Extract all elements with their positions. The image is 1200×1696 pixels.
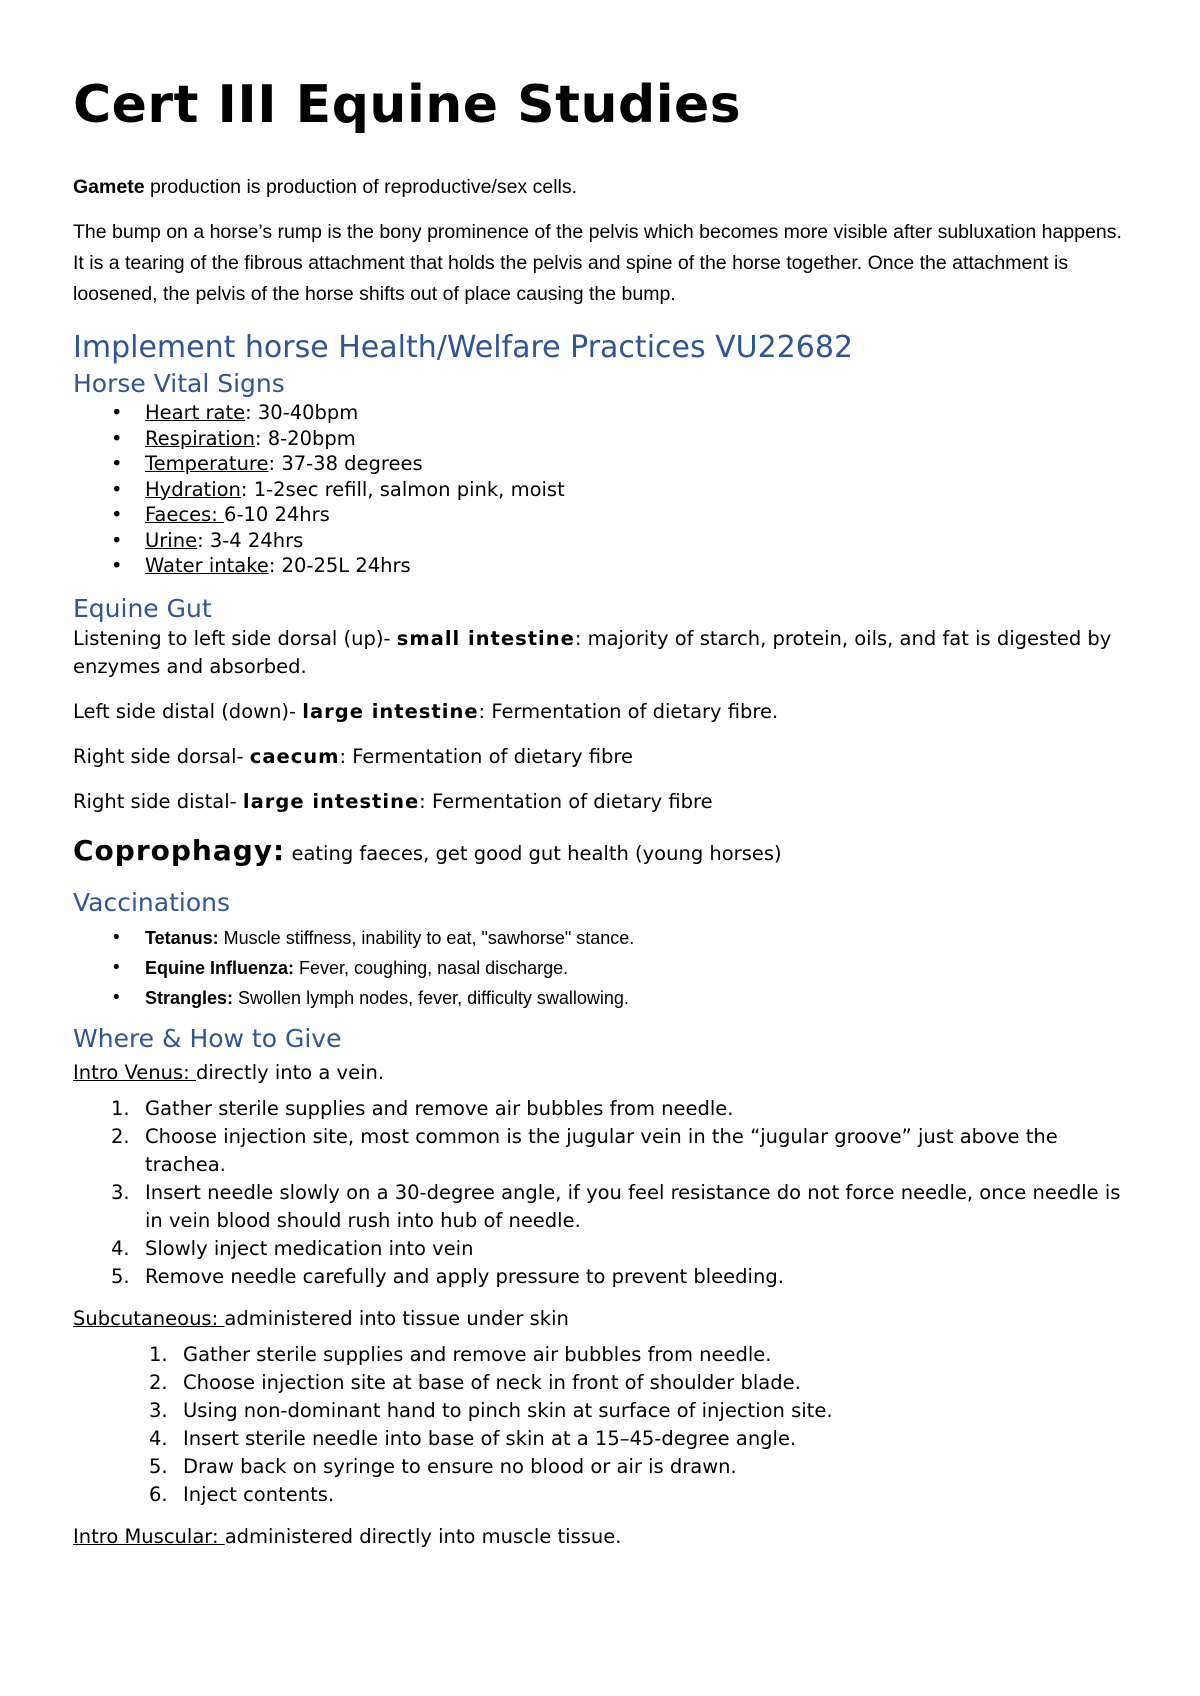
vaccine-desc: Muscle stiffness, inability to eat, "sawhorse" stance. — [218, 927, 635, 948]
list-item: • Respiration: 8-20bpm — [73, 426, 1133, 452]
vital-label: Temperature — [145, 452, 269, 475]
gamete-definition: production is production of reproductive/sex cells. — [144, 176, 578, 198]
vital-label: Respiration — [145, 426, 255, 450]
list-item: 5. Remove needle carefully and apply pressure to prevent bleeding. — [111, 1264, 784, 1288]
route-desc: administered into tissue under skin — [224, 1306, 569, 1330]
list-item: 4. Slowly inject medication into vein — [111, 1236, 474, 1260]
list-item: 1. Gather sterile supplies and remove air bubbles from needle. — [111, 1096, 734, 1120]
list-item: • Temperature: 37-38 degrees — [73, 451, 1133, 477]
subcutaneous-paragraph — [73, 1305, 1133, 1333]
coprophagy-paragraph — [73, 834, 1133, 871]
vital-value: 3-4 24hrs — [209, 528, 304, 552]
list-item: • Heart rate: 30-40bpm — [73, 400, 1133, 426]
gamete-paragraph — [73, 172, 1133, 203]
list-item: 4. Insert sterile needle into base of skin at a 15–45-degree angle. — [149, 1426, 797, 1450]
route-desc: administered directly into muscle tissue. — [224, 1524, 622, 1548]
section-title: Implement horse Health/Welfare Practices VU22682 — [73, 330, 854, 365]
vital-label: Water intake — [145, 554, 269, 577]
route-label: Intro Muscular: — [73, 1524, 225, 1548]
vital-value: 37-38 degrees — [281, 452, 423, 475]
vaccine-name: Equine Influenza: — [145, 957, 295, 978]
vital-value: 30-40bpm — [257, 401, 359, 424]
vital-label: Heart rate — [145, 401, 246, 424]
gut-paragraph: Left side distal (down)- large intestine: Fermentation of dietary fibre. — [73, 699, 779, 723]
list-item — [73, 502, 1133, 528]
vital-value: 1-2sec refill, salmon pink, moist — [253, 477, 565, 501]
vaccine-name: Tetanus: — [145, 927, 219, 948]
vitals-heading: Horse Vital Signs — [73, 369, 285, 398]
gut-paragraph: Listening to left side dorsal (up)- small intestine: majority of starch, protein, oils, and fat is digested by enzymes and absorbed. — [73, 626, 1112, 678]
subcutaneous-steps — [73, 1341, 1133, 1509]
vitals-list — [73, 400, 1133, 579]
gut-term: large intestine — [302, 699, 479, 723]
intravenous-steps — [73, 1095, 1133, 1291]
vital-label: Hydration — [145, 477, 241, 501]
vital-label: Urine — [145, 528, 198, 552]
vaccinations-list — [73, 923, 1133, 1013]
vital-value: 6-10 24hrs — [224, 503, 330, 526]
list-item: 2. Choose injection site at base of neck in front of shoulder blade. — [149, 1370, 801, 1394]
gut-paragraph: Right side distal- large intestine: Fermentation of dietary fibre — [73, 789, 713, 813]
list-item: • Urine: 3-4 24hrs — [73, 528, 1133, 554]
list-item: 3. Insert needle slowly on a 30-degree angle, if you feel resistance do not force needle, once needle is in vein blood should rush into hub of needle. — [111, 1180, 1121, 1232]
where-how-heading: Where & How to Give — [73, 1023, 342, 1053]
list-item — [73, 923, 1133, 953]
intramuscular-paragraph — [73, 1523, 1133, 1551]
gut-term: large intestine — [242, 789, 420, 813]
coprophagy-term: Coprophagy: — [73, 833, 286, 867]
coprophagy-definition: eating faeces, get good gut health (young horses) — [285, 841, 782, 865]
list-item — [73, 953, 1133, 983]
vaccine-desc: Swollen lymph nodes, fever, difficulty swallowing. — [233, 987, 629, 1008]
page-title: Cert III Equine Studies — [73, 75, 742, 135]
vaccinations-heading: Vaccinations — [73, 887, 230, 917]
route-label: Subcutaneous: — [73, 1306, 225, 1330]
list-item: 5. Draw back on syringe to ensure no blood or air is drawn. — [149, 1454, 737, 1478]
route-label: Intro Venus: — [73, 1060, 196, 1084]
route-desc: directly into a vein. — [195, 1060, 385, 1084]
list-item: 3. Using non-dominant hand to pinch skin at surface of injection site. — [149, 1398, 833, 1422]
list-item: 1. Gather sterile supplies and remove air bubbles from needle. — [149, 1342, 772, 1366]
gut-term: caecum — [249, 744, 340, 768]
bump-paragraph: The bump on a horse’s rump is the bony prominence of the pelvis which becomes more visible after subluxation happens. It is a tearing of the fibrous attachment that holds the pelvis and spine of the horse together. Once the attachment is loosened, the pelvis of the horse shifts out of place causing the bump. — [73, 221, 1122, 305]
list-item: • Water intake: 20-25L 24hrs — [73, 553, 1133, 579]
document-page — [73, 72, 1133, 1551]
gut-term: small intestine — [396, 626, 575, 650]
gamete-term: Gamete — [73, 176, 145, 198]
vital-value: 20-25L 24hrs — [281, 554, 411, 577]
vital-value: 8-20bpm — [267, 426, 356, 450]
list-item — [73, 983, 1133, 1013]
gut-paragraph: Right side dorsal- caecum: Fermentation of dietary fibre — [73, 744, 633, 768]
vital-label: Faeces: — [145, 503, 225, 526]
gut-heading: Equine Gut — [73, 593, 212, 623]
vaccine-name: Strangles: — [145, 987, 234, 1008]
intravenous-paragraph — [73, 1059, 1133, 1087]
list-item: • Hydration: 1-2sec refill, salmon pink, moist — [73, 477, 1133, 503]
list-item: 6. Inject contents. — [149, 1482, 335, 1506]
list-item: 2. Choose injection site, most common is the jugular vein in the “jugular groove” just above the trachea. — [111, 1124, 1058, 1176]
vaccine-desc: Fever, coughing, nasal discharge. — [294, 957, 569, 978]
